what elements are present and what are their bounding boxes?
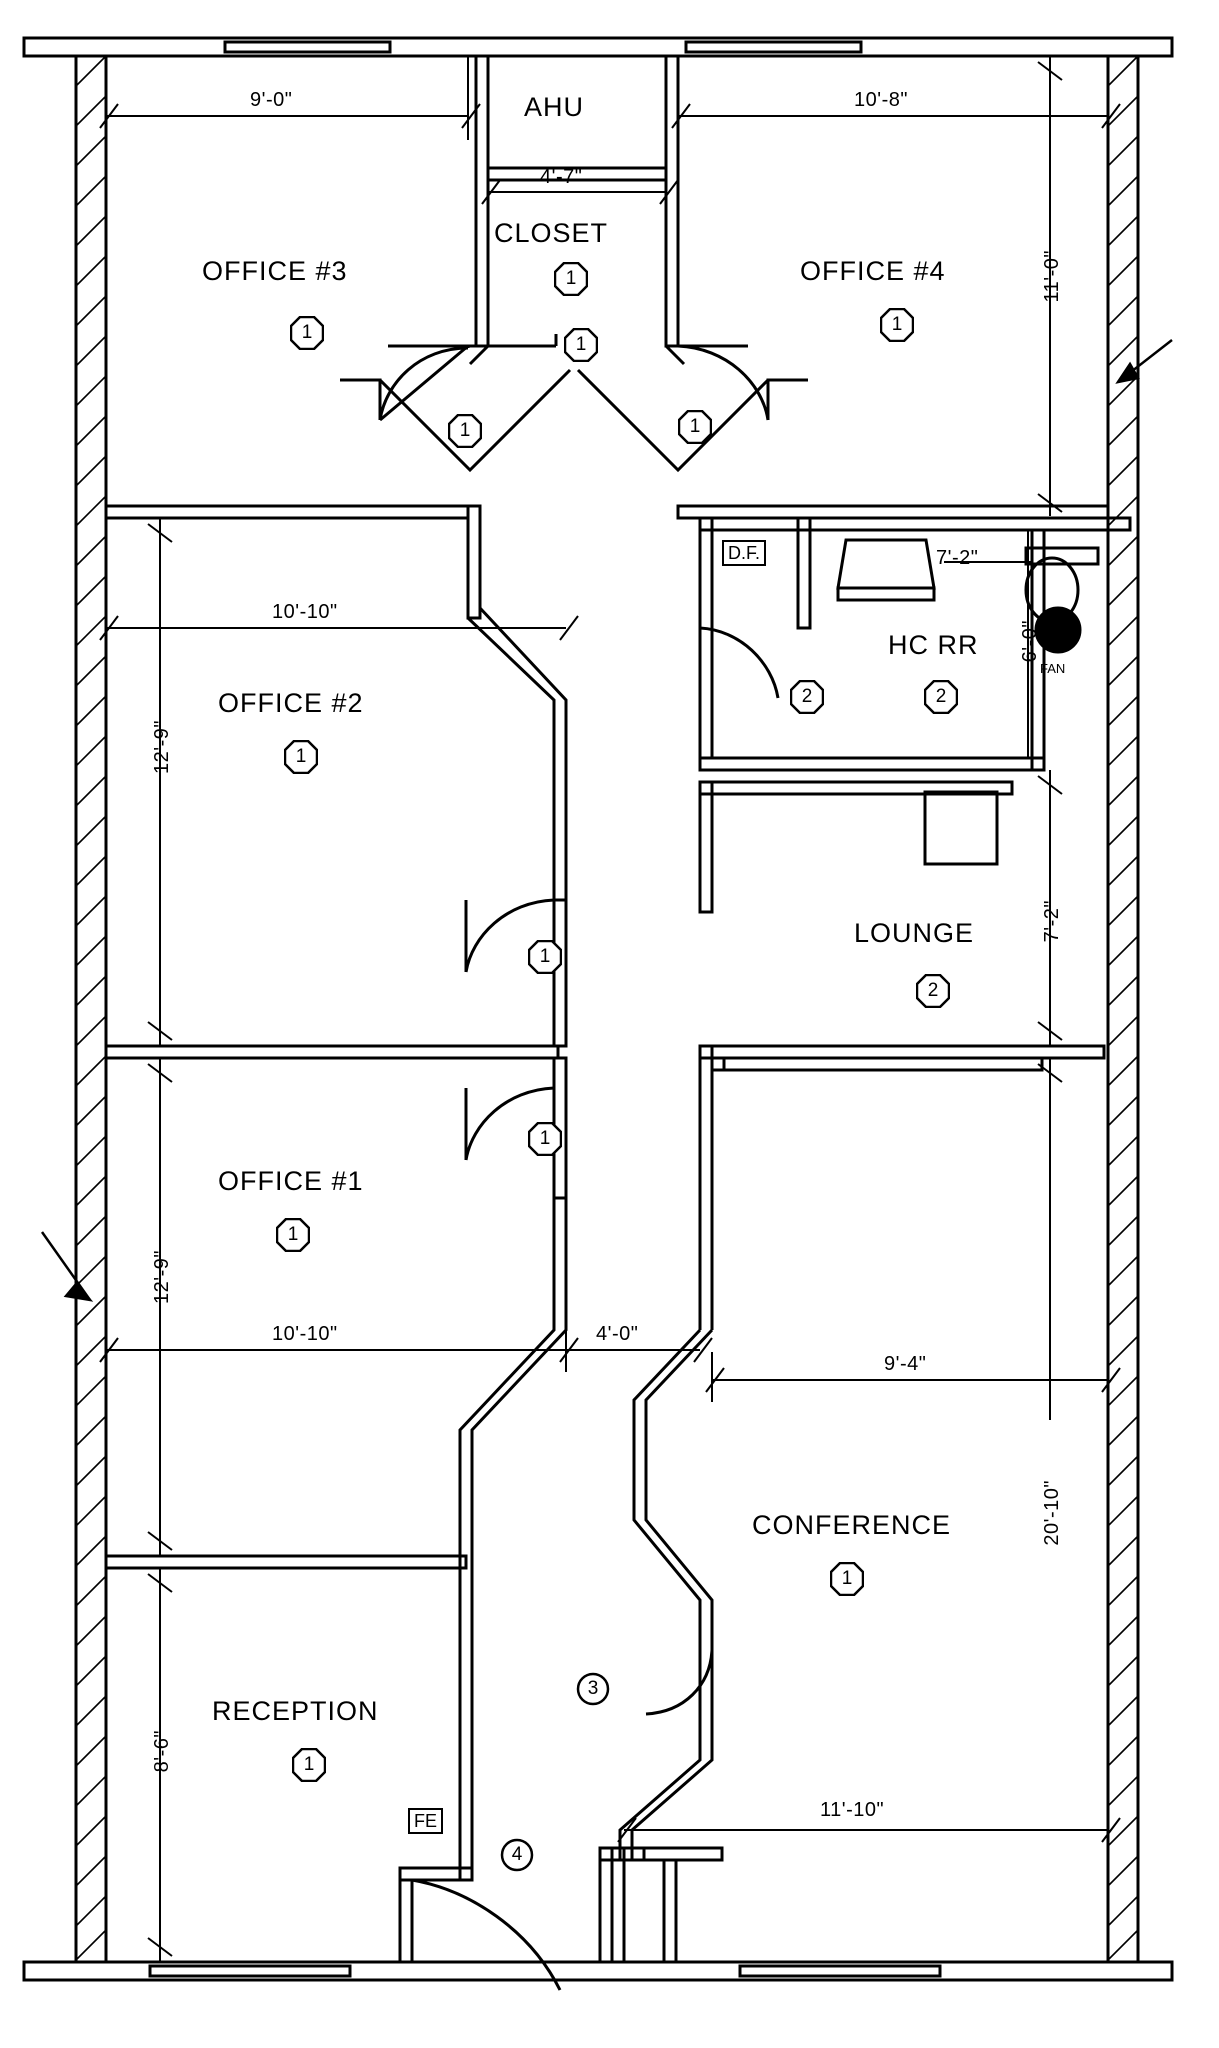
dim-hcrr-width: 7'-2" — [936, 547, 979, 569]
fan-label: FAN — [1040, 661, 1066, 676]
room-tag-reception — [292, 1748, 326, 1782]
door-tag-value: 1 — [689, 416, 701, 437]
door-tag-value: 2 — [801, 686, 813, 707]
room-tag-lounge — [916, 974, 950, 1008]
room-tag-office-4 — [880, 308, 914, 342]
dim-office1-depth: 12'-9" — [151, 1250, 173, 1304]
room-tag-value: 1 — [303, 1754, 315, 1775]
dim-reception-depth: 8'-6" — [151, 1730, 173, 1773]
door-tag-reception-entry — [500, 1838, 534, 1872]
room-tag-value: 1 — [295, 746, 307, 767]
fire-extinguisher-label: FE — [408, 1808, 443, 1834]
room-label-closet: CLOSET — [494, 218, 609, 248]
room-tag-hc-rr — [924, 680, 958, 714]
room-label-reception: RECEPTION — [212, 1696, 379, 1726]
room-label-office-1: OFFICE #1 — [218, 1166, 364, 1196]
dim-office2-depth: 12'-9" — [151, 720, 173, 774]
room-label-hc-rr: HC RR — [888, 630, 979, 660]
door-tag-value: 1 — [539, 946, 551, 967]
door-tag-value: 3 — [587, 1678, 599, 1699]
room-tag-value: 1 — [565, 268, 577, 289]
door-tag-office-4 — [678, 410, 712, 444]
room-label-office-3: OFFICE #3 — [202, 256, 348, 286]
room-label-lounge: LOUNGE — [854, 918, 975, 948]
room-tag-office-1 — [276, 1218, 310, 1252]
dim-office4-width: 10'-8" — [854, 89, 908, 111]
door-tag-office-1 — [528, 1122, 562, 1156]
door-tag-vestibule — [790, 680, 824, 714]
dim-corridor-width: 4'-0" — [596, 1323, 639, 1345]
dim-office3-width: 9'-0" — [250, 89, 293, 111]
dim-office2-width: 10'-10" — [272, 601, 338, 623]
room-tag-office-2 — [284, 740, 318, 774]
room-label-conference: CONFERENCE — [752, 1510, 952, 1540]
room-tag-value: 1 — [891, 314, 903, 335]
door-tag-conference — [576, 1672, 610, 1706]
room-label-office-2: OFFICE #2 — [218, 688, 364, 718]
room-tag-closet-upper — [554, 262, 588, 296]
door-tag-value: 1 — [539, 1128, 551, 1149]
dim-conference-depth: 20'-10" — [1041, 1480, 1063, 1546]
room-tag-closet — [564, 328, 598, 362]
dim-closet-width: 4'-7" — [540, 166, 583, 188]
drinking-fountain-label: D.F. — [722, 540, 766, 566]
dim-office1-width: 10'-10" — [272, 1323, 338, 1345]
dim-lounge-depth: 7'-2" — [1041, 900, 1063, 943]
room-tag-conference — [830, 1562, 864, 1596]
room-label-ahu: AHU — [524, 92, 585, 122]
room-tag-office-3 — [290, 316, 324, 350]
door-tag-value: 1 — [459, 420, 471, 441]
door-tag-office-2 — [528, 940, 562, 974]
room-tag-value: 2 — [927, 980, 939, 1001]
dim-conference-width: 9'-4" — [884, 1353, 927, 1375]
door-tag-office-3 — [448, 414, 482, 448]
room-tag-value: 1 — [287, 1224, 299, 1245]
room-tag-value: 1 — [841, 1568, 853, 1589]
dim-hcrr-depth: 6'-0" — [1019, 620, 1041, 663]
dim-reception-bottom: 11'-10" — [820, 1799, 885, 1821]
door-tag-value: 4 — [511, 1844, 523, 1865]
room-tag-value: 2 — [935, 686, 947, 707]
room-tag-value: 1 — [301, 322, 313, 343]
dim-office4-depth: 11'-0" — [1041, 250, 1063, 303]
room-tag-value: 1 — [575, 334, 587, 355]
room-label-office-4: OFFICE #4 — [800, 256, 946, 286]
